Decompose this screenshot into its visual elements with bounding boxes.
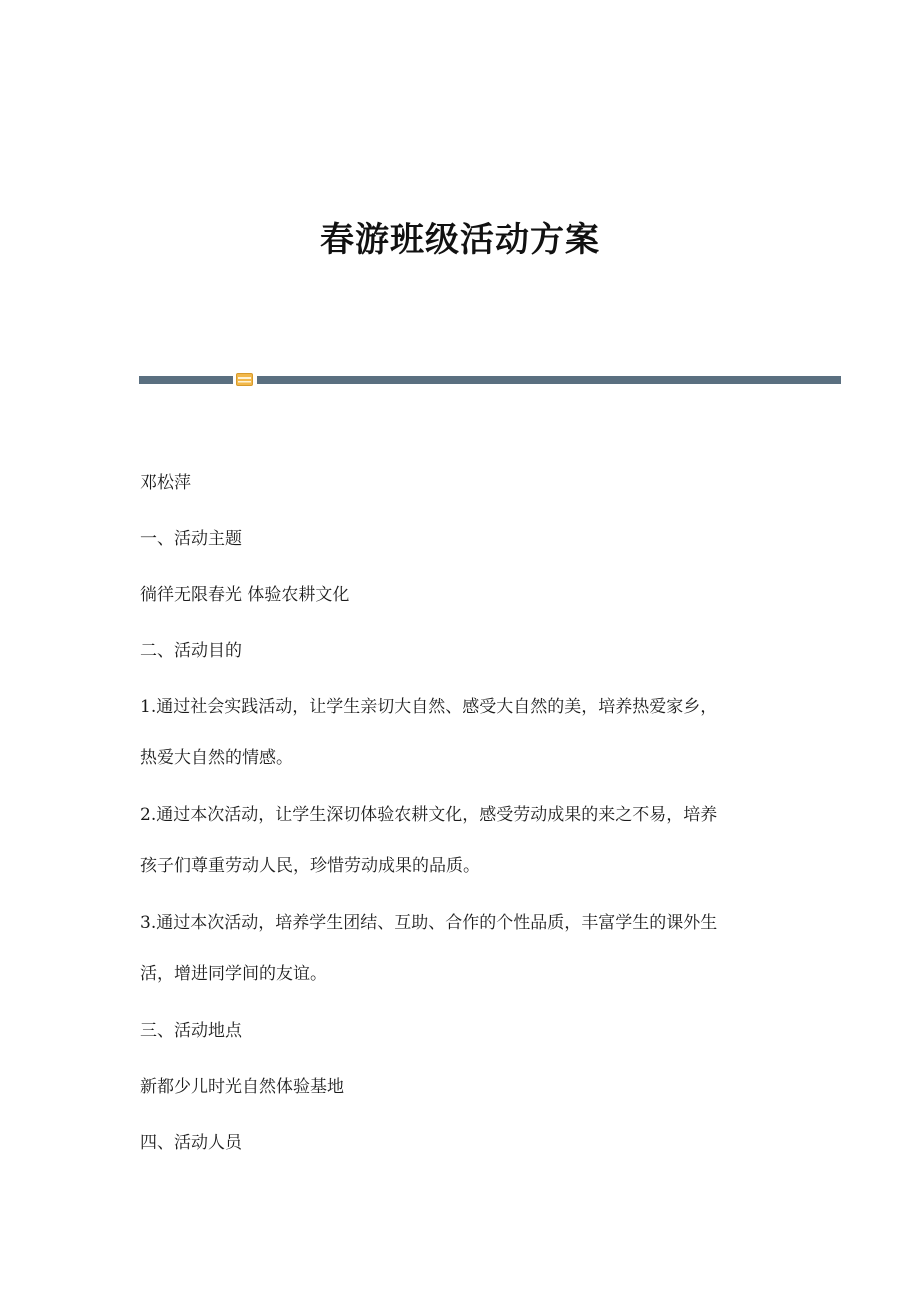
title-divider — [139, 372, 841, 388]
paragraph-line: 1.通过社会实践活动，让学生亲切大自然、感受大自然的美，培养热爱家乡， — [140, 697, 718, 717]
goal-paragraph-3 — [140, 898, 780, 1000]
divider-bar-right — [257, 376, 841, 384]
divider-bar-left — [139, 376, 233, 384]
envelope-icon — [236, 373, 253, 386]
document-title: 春游班级活动方案 — [320, 220, 600, 260]
paragraph-line: 热爱大自然的情感。 — [140, 748, 293, 768]
paragraph-line: 孩子们尊重劳动人民，珍惜劳动成果的品质。 — [140, 856, 480, 876]
paragraph-line: 3.通过本次活动，培养学生团结、互助、合作的个性品质，丰富学生的课外生 — [140, 913, 718, 933]
section-heading-goals: 二、活动目的 — [140, 641, 242, 661]
section-heading-theme: 一、活动主题 — [140, 529, 242, 549]
paragraph-line: 活，增进同学间的友谊。 — [140, 964, 327, 984]
goal-paragraph-2 — [140, 790, 780, 892]
section-heading-participants: 四、活动人员 — [140, 1133, 242, 1153]
author-name: 邓松萍 — [140, 473, 191, 493]
document-body — [140, 470, 780, 1186]
section-heading-location: 三、活动地点 — [140, 1021, 242, 1041]
theme-text: 徜徉无限春光 体验农耕文化 — [140, 585, 350, 605]
paragraph-line: 2.通过本次活动，让学生深切体验农耕文化，感受劳动成果的来之不易，培养 — [140, 805, 718, 825]
goal-paragraph-1 — [140, 682, 780, 784]
location-text: 新都少儿时光自然体验基地 — [140, 1077, 344, 1097]
